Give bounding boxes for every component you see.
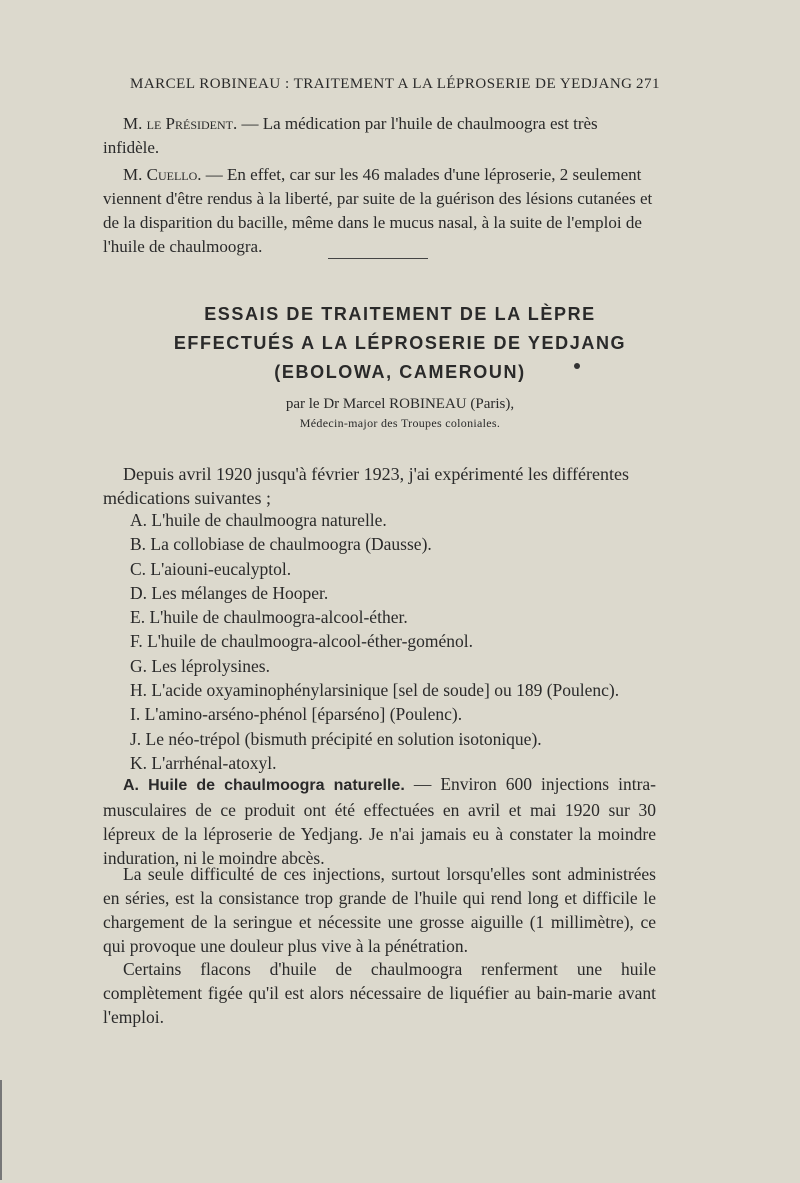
medication-item: H. L'acide oxyaminophénylarsinique [sel de soude] ou 189 (Poulenc).	[130, 680, 620, 701]
article-title-line-1: ESSAIS DE TRAITEMENT DE LA LÈPRE	[204, 304, 596, 324]
page-number: 271	[636, 76, 660, 92]
running-head-text: MARCEL ROBINEAU : TRAITEMENT A LA LÉPROSERIE DE YEDJANG	[130, 76, 633, 92]
speaker-cuello: M. Cuello.	[123, 165, 202, 184]
section-divider	[328, 258, 428, 259]
running-head	[130, 76, 660, 93]
section-a-heading: A. Huile de chaulmoogra naturelle.	[123, 777, 405, 794]
discussion-paragraph-1	[103, 112, 656, 160]
section-a-paragraph-3: Certains flacons d'huile de chaulmoogra renferment une huile complètement figée qu'il est alors nécessaire de liquéfier au bain-marie avant l'emploi.	[103, 959, 656, 1027]
intro-paragraph: Depuis avril 1920 jusqu'à février 1923, j'ai expérimenté les différentes médications suivantes ;	[103, 464, 629, 508]
medication-item: I. L'amino-arséno-phénol [éparséno] (Poulenc).	[130, 704, 463, 725]
page-edge-mark	[0, 1080, 2, 1180]
medication-item: J. Le néo-trépol (bismuth précipité en solution isotonique).	[130, 728, 542, 749]
medication-item: A. L'huile de chaulmoogra naturelle.	[130, 510, 387, 530]
medication-item: D. Les mélanges de Hooper.	[130, 582, 329, 603]
medication-item: B. La collobiase de chaulmoogra (Dausse).	[130, 534, 432, 555]
medication-item: E. L'huile de chaulmoogra-alcool-éther.	[130, 607, 408, 628]
article-title-line-2: EFFECTUÉS A LA LÉPROSERIE DE YEDJANG	[173, 333, 627, 353]
ink-dot	[574, 363, 580, 369]
discussion-text-2: — En effet, car sur les 46 malades d'une léproserie, 2 seulement viennent d'être rendus à la liberté, par suite de la guérison des lésions cutanées et de la disparition du bacille, même dans le mucus nasal, à la suite de l'emploi de l'huile de chaulmoogra.	[103, 165, 653, 256]
medication-item: G. Les léprolysines.	[130, 655, 270, 676]
speaker-president: M. le Président.	[123, 114, 238, 133]
medication-item: K. L'arrhénal-atoxyl.	[130, 752, 277, 773]
section-a-paragraph-2: La seule difficulté de ces injections, surtout lorsqu'elles sont administrées en séries, est la consistance trop grande de l'huile qui rend long et difficile le chargement de la seringue et nécessite une grosse aiguille (1 millimètre), ce qui provoque une douleur plus vive à la pénétration.	[103, 864, 656, 956]
byline: par le Dr Marcel ROBINEAU (Paris),	[285, 396, 515, 412]
medication-list	[130, 508, 670, 775]
article-title-line-3: (EBOLOWA, CAMEROUN)	[274, 362, 526, 382]
section-a-paragraph-1	[103, 772, 656, 870]
medication-item: F. L'huile de chaulmoogra-alcool-éther-goménol.	[130, 631, 474, 652]
medication-item: C. L'aiouni-eucalyptol.	[130, 558, 292, 579]
discussion-paragraph-2	[103, 163, 656, 259]
section-a-text-1: — Environ 600 injections intra-musculaires de ce produit ont été effectuées en avril et mai 1920 sur 30 lépreux de la léproserie de Yedjang. Je n'ai jamais eu à constater la moindre induration, ni le moindre abcès.	[103, 774, 656, 868]
affiliation: Médecin-major des Troupes coloniales.	[299, 416, 501, 430]
discussion-text-1: — La médication par l'huile de chaulmoogra est très infidèle.	[103, 114, 598, 157]
